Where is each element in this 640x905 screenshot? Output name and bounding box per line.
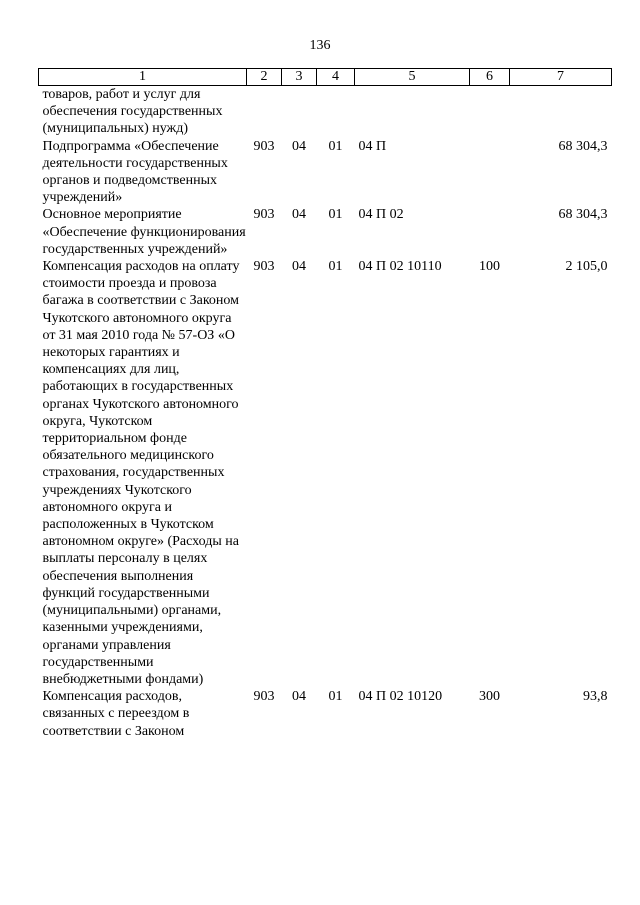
page-number: 136	[309, 38, 331, 53]
row-amount: 68 304,3	[558, 207, 608, 223]
row-type	[470, 86, 510, 138]
table-row	[39, 688, 612, 740]
row-code: 903	[253, 138, 275, 154]
table-row	[39, 206, 612, 258]
table-row	[39, 258, 612, 688]
header-col-5: 5	[355, 69, 470, 86]
row-target: 04 П 02 10110	[358, 259, 442, 275]
header-col-6: 6	[470, 69, 510, 86]
row-subsection: 01	[328, 207, 343, 223]
row-subsection: 01	[328, 259, 343, 275]
row-code	[247, 86, 282, 138]
row-name: товаров, работ и услуг для обеспечения государственных (муниципальных) нужд)	[42, 87, 223, 137]
row-code: 903	[253, 207, 275, 223]
row-amount	[510, 86, 612, 138]
table-row	[39, 86, 612, 138]
row-name: Подпрограмма «Обеспечение деятельности государственных органов и подведомственных учреждений»	[42, 138, 228, 206]
row-target: 04 П	[358, 138, 387, 154]
row-section: 04	[292, 689, 306, 705]
row-section: 04	[292, 207, 306, 223]
row-code: 903	[253, 259, 275, 275]
row-target: 04 П 02 10120	[358, 689, 443, 705]
row-name: Компенсация расходов на оплату стоимости проезда и провоза багажа в соответствии с Законом Чукотского автономного округа от 31 мая 2010 года № 57-ОЗ «О некоторых гарантиях и компенсациях для лиц, работающих в государственных органах Чукотского автономного округа, Чукотском территориальном фонде обязательного медицинского страхования, государственных учреждениях Чукотского автономного округа и расположенных в Чукотском автономном округе» (Расходы на выплаты персоналу в целях обеспечения выполнения функций государственными (муниципальными) органами, казенными учреждениями, органами управления государственными внебюджетными фондами)	[42, 259, 240, 687]
row-type: 300	[479, 689, 500, 705]
table-header	[39, 69, 612, 86]
row-amount: 93,8	[583, 689, 608, 705]
header-col-7: 7	[510, 69, 612, 86]
row-type	[470, 206, 510, 258]
header-col-3: 3	[282, 69, 317, 86]
budget-table	[38, 68, 612, 740]
row-target: 04 П 02	[358, 207, 404, 223]
row-amount: 68 304,3	[558, 138, 608, 154]
row-target	[355, 86, 470, 138]
row-section: 04	[292, 138, 306, 154]
header-col-2: 2	[247, 69, 282, 86]
row-type: 100	[479, 259, 500, 275]
row-name: Компенсация расходов, связанных с переездом в соответствии с Законом	[42, 689, 190, 739]
table-row	[39, 138, 612, 207]
header-row	[39, 69, 612, 86]
row-name: Основное мероприятие «Обеспечение функционирования государственных учреждений»	[42, 207, 246, 257]
row-amount: 2 105,0	[565, 259, 608, 275]
row-subsection: 01	[328, 689, 343, 705]
row-code: 903	[253, 689, 275, 705]
row-type	[470, 138, 510, 207]
row-subsection: 01	[328, 138, 343, 154]
header-col-1: 1	[39, 69, 247, 86]
row-section	[282, 86, 317, 138]
row-subsection	[317, 86, 355, 138]
header-col-4: 4	[317, 69, 355, 86]
row-section: 04	[292, 259, 306, 275]
table-body	[39, 86, 612, 740]
